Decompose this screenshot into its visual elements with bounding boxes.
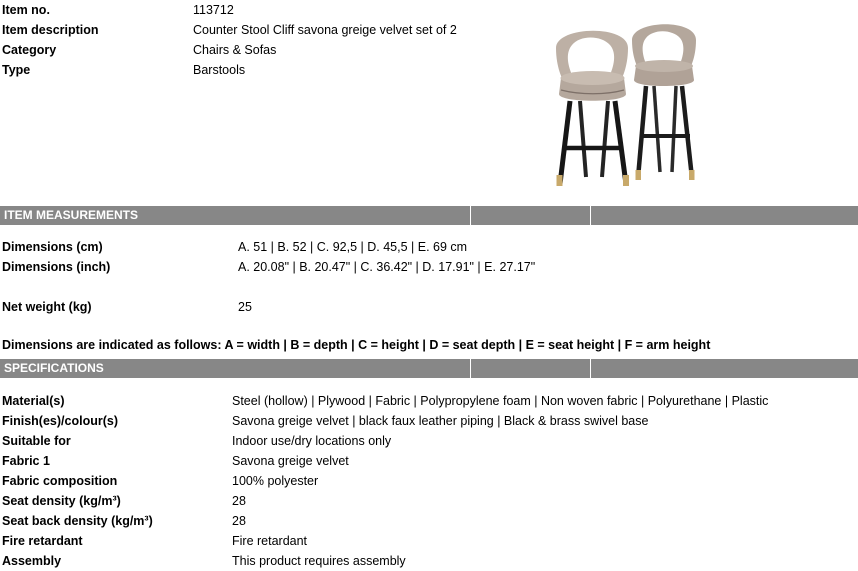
item-measurements-title: ITEM MEASUREMENTS <box>4 208 139 222</box>
item-description-value: Counter Stool Cliff savona greige velvet set of 2 <box>193 23 457 37</box>
table-row <box>0 551 858 571</box>
table-row <box>0 237 858 257</box>
specifications-title: SPECIFICATIONS <box>4 361 104 375</box>
suitable-for-label: Suitable for <box>2 434 71 448</box>
item-measurements-col3 <box>590 206 858 225</box>
item-measurements-section-header <box>0 206 858 225</box>
table-row <box>0 391 858 411</box>
net-weight-value: 25 <box>238 300 252 314</box>
finishes-colours-label: Finish(es)/colour(s) <box>2 414 118 428</box>
table-row <box>0 471 858 491</box>
table-row <box>0 491 858 511</box>
specifications-section-header <box>0 359 858 378</box>
table-row <box>0 411 858 431</box>
assembly-value: This product requires assembly <box>232 554 406 568</box>
fabric-composition-label: Fabric composition <box>2 474 118 488</box>
product-image <box>520 2 770 197</box>
type-value: Barstools <box>193 63 246 77</box>
specifications-rows <box>0 391 858 571</box>
table-row <box>0 297 858 317</box>
table-row <box>0 511 858 531</box>
seat-back-density-label: Seat back density (kg/m³) <box>2 514 153 528</box>
materials-value: Steel (hollow) | Plywood | Fabric | Polypropylene foam | Non woven fabric | Polyurethane | Plastic <box>232 394 769 408</box>
dimensions-legend-note: Dimensions are indicated as follows: A = width | B = depth | C = height | D = seat depth | E = seat height | F = arm height <box>2 338 711 352</box>
category-value: Chairs & Sofas <box>193 43 277 57</box>
seat-back-density-value: 28 <box>232 514 246 528</box>
fabric-1-label: Fabric 1 <box>2 454 50 468</box>
item-no-value: 113712 <box>193 3 234 17</box>
dimensions-inch-label: Dimensions (inch) <box>2 260 111 274</box>
item-description-label: Item description <box>2 23 99 37</box>
fire-retardant-value: Fire retardant <box>232 534 308 548</box>
table-row <box>0 451 858 471</box>
table-row <box>0 257 858 277</box>
specifications-col2 <box>470 359 590 378</box>
dimensions-cm-value: A. 51 | B. 52 | C. 92,5 | D. 45,5 | E. 69 cm <box>238 240 468 254</box>
specifications-col3 <box>590 359 858 378</box>
row-spacer <box>0 277 858 297</box>
dimensions-inch-value: A. 20.08" | B. 20.47" | C. 36.42" | D. 17.91" | E. 27.17" <box>238 260 536 274</box>
assembly-label: Assembly <box>2 554 62 568</box>
table-row <box>0 531 858 551</box>
table-row <box>0 431 858 451</box>
dimensions-cm-label: Dimensions (cm) <box>2 240 103 254</box>
stool-back <box>632 24 696 180</box>
seat-density-label: Seat density (kg/m³) <box>2 494 121 508</box>
type-label: Type <box>2 63 31 77</box>
seat-density-value: 28 <box>232 494 246 508</box>
item-measurements-col2 <box>470 206 590 225</box>
finishes-colours-value: Savona greige velvet | black faux leather piping | Black & brass swivel base <box>232 414 649 428</box>
materials-label: Material(s) <box>2 394 65 408</box>
fire-retardant-label: Fire retardant <box>2 534 83 548</box>
category-label: Category <box>2 43 57 57</box>
net-weight-label: Net weight (kg) <box>2 300 92 314</box>
fabric-composition-value: 100% polyester <box>232 474 319 488</box>
item-no-label: Item no. <box>2 3 50 17</box>
item-measurements-rows <box>0 237 858 317</box>
stool-front <box>556 31 629 186</box>
suitable-for-value: Indoor use/dry locations only <box>232 434 392 448</box>
fabric-1-value: Savona greige velvet <box>232 454 349 468</box>
